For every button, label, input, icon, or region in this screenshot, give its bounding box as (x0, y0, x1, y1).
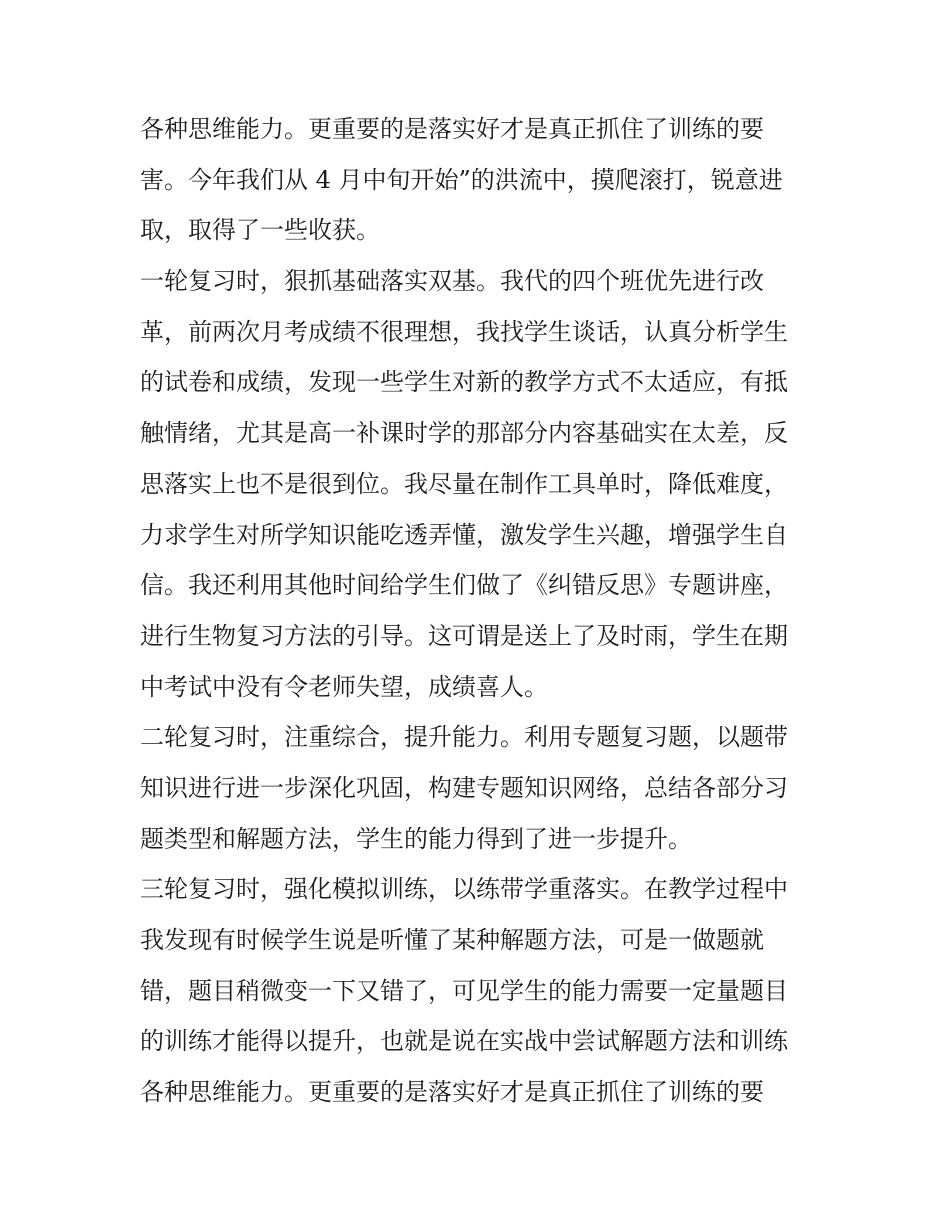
text-line: 各种思维能力。更重要的是落实好才是真正抓住了训练的要 (140, 115, 764, 143)
text-line: 害。今年我们从 4 月中旬开始”的洪流中，摸爬滚打，锐意进 (140, 165, 783, 194)
text-line: 的试卷和成绩，发现一些学生对新的教学方式不太适应，有抵 (140, 368, 788, 397)
text-line: 题类型和解题方法，学生的能力得到了进一步提升。 (140, 824, 692, 853)
text-line: 取，取得了一些收获。 (140, 216, 380, 245)
text-line: 进行生物复习方法的引导。这可谓是送上了及时雨，学生在期 (140, 621, 788, 650)
text-line: 我发现有时候学生说是听懂了某种解题方法，可是一做题就 (140, 926, 764, 954)
text-line: 二轮复习时，注重综合，提升能力。利用专题复习题，以题带 (140, 723, 788, 752)
text-line: 革，前两次月考成绩不很理想，我找学生谈话，认真分析学生 (140, 317, 788, 346)
text-line: 的训练才能得以提升，也就是说在实战中尝试解题方法和训练 (140, 1027, 788, 1056)
text-line: 三轮复习时，强化模拟训练，以练带学重落实。在教学过程中 (140, 875, 788, 904)
text-line: 思落实上也不是很到位。我尽量在制作工具单时，降低难度， (140, 469, 788, 498)
text-line: 错，题目稍微变一下又错了，可见学生的能力需要一定量题目 (140, 976, 788, 1005)
text-line: 中考试中没有令老师失望，成绩喜人。 (140, 672, 548, 701)
body-text (140, 104, 820, 1118)
text-line: 知识进行进一步深化巩固，构建专题知识网络，总结各部分习 (140, 773, 788, 802)
text-line: 力求学生对所学知识能吃透弄懂，激发学生兴趣，增强学生自 (140, 520, 788, 549)
text-line: 触情绪，尤其是高一补课时学的那部分内容基础实在太差，反 (140, 419, 788, 448)
text-line: 各种思维能力。更重要的是落实好才是真正抓住了训练的要 (140, 1078, 764, 1107)
text-line: 一轮复习时，狠抓基础落实双基。我代的四个班优先进行改 (140, 267, 764, 296)
text-line: 信。我还利用其他时间给学生们做了《纠错反思》专题讲座， (140, 571, 788, 600)
